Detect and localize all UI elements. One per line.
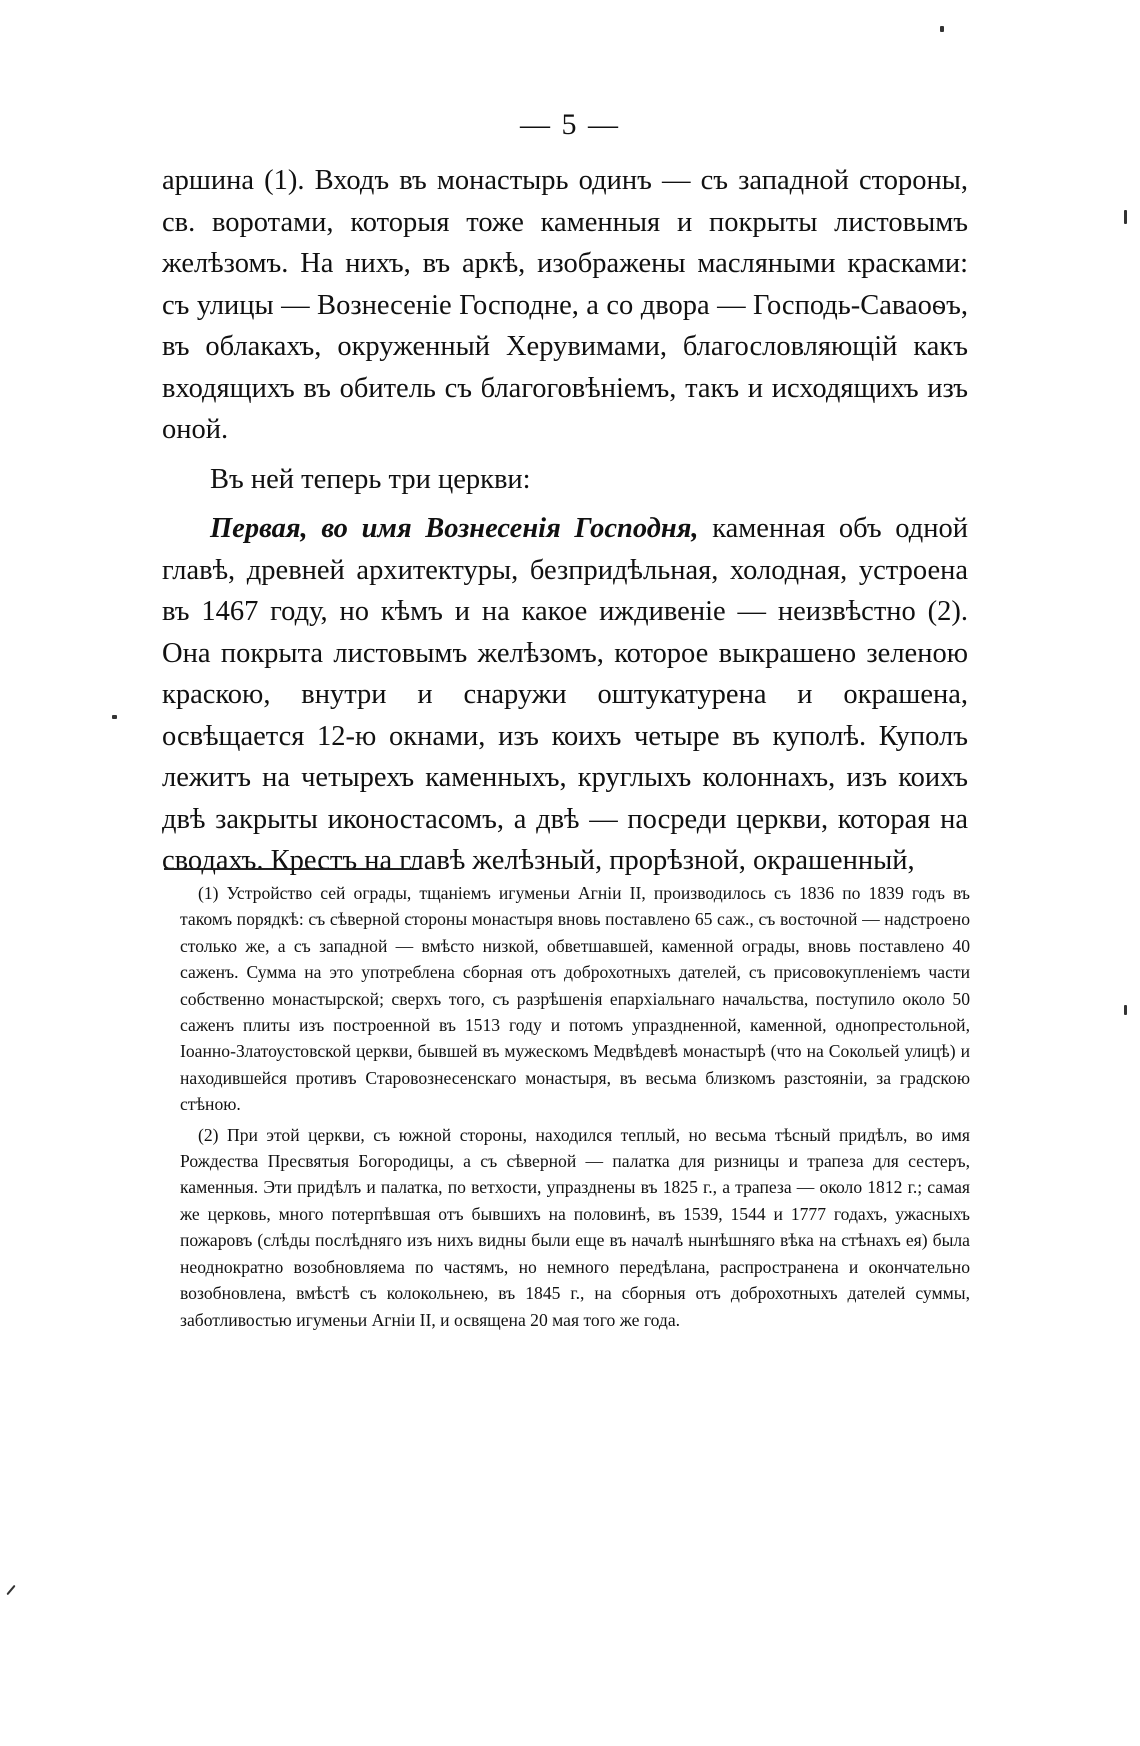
- church-description: каменная объ одной главѣ, древней архитектуры, безпридѣльная, холодная, устроена въ 1467 году, но кѣмъ и на какое иждивеніе — неизвѣстно (2). Она покрыта листовымъ желѣзомъ, которое выкрашено зеленою краскою, внутри и снаружи оштукатурена и окрашена, освѣщается 12-ю окнами, изъ коихъ четыре въ куполѣ. Куполъ лежитъ на четырехъ каменныхъ, круглыхъ колоннахъ, изъ коихъ двѣ закрыты иконостасомъ, а двѣ — посреди церкви, которая на сводахъ. Крестъ на главѣ желѣзный, прорѣзной, окрашенный,: [162, 513, 968, 876]
- scan-speck: [6, 1585, 15, 1595]
- church-heading: Первая, во имя Вознесенія Господня,: [210, 513, 699, 544]
- scan-speck: [1124, 210, 1127, 224]
- main-text: [162, 160, 968, 882]
- footnote-1: (1) Устройство сей ограды, тщаніемъ игуменьи Агніи II, производилось съ 1836 по 1839 годъ въ такомъ порядкѣ: съ сѣверной стороны монастыря вновь поставлено 65 саж., съ восточной — надстроено столько же, а съ западной — вмѣсто низкой, обветшавшей, каменной ограды, вновь поставлено 40 саженъ. Сумма на это употреблена сборная отъ доброхотныхъ дателей, съ присовокупленіемъ части собственно монастырской; сверхъ того, съ разрѣшенія епархіальнаго начальства, поступило около 50 саженъ плиты изъ построенной въ 1513 году и потомъ упраздненной, каменной, однопрестольной, Іоанно-Златоустовской церкви, бывшей въ мужескомъ Медвѣдевѣ монастырѣ (что на Сокольей улицѣ) и находившейся противъ Старовознесенскаго монастыря, въ весьма близкомъ разстояніи, за градскою стѣною.: [180, 883, 970, 1115]
- main-paragraph: аршина (1). Входъ въ монастырь одинъ — съ западной стороны, св. воротами, которыя тоже каменныя и покрыты листовымъ желѣзомъ. На нихъ, въ аркѣ, изображены масляными красками: съ улицы — Вознесеніе Господне, а со двора — Господь-Саваоѳъ, въ облакахъ, окруженный Херувимами, благословляющій какъ входящихъ въ обитель съ благоговѣніемъ, такъ и исходящихъ изъ оной.: [162, 165, 968, 445]
- main-paragraph: Въ ней теперь три церкви:: [210, 463, 531, 495]
- footnote-divider: [164, 868, 419, 870]
- scan-speck: [112, 715, 117, 719]
- scan-speck: [940, 26, 944, 32]
- main-paragraph: [162, 508, 968, 882]
- footnotes: [180, 880, 970, 1333]
- page-number: — 5 —: [520, 108, 620, 141]
- footnote-2: (2) При этой церкви, съ южной стороны, находился теплый, но весьма тѣсный придѣлъ, во имя Рождества Пресвятыя Богородицы, а съ сѣверной — палатка для ризницы и трапеза для сестеръ, каменныя. Эти придѣлъ и палатка, по ветхости, упразднены въ 1825 г., а трапеза — около 1812 г.; самая же церковь, много потерпѣвшая отъ бывшихъ на половинѣ, въ 1539, 1544 и 1777 годахъ, ужасныхъ пожаровъ (слѣды послѣдняго изъ нихъ видны были еще въ началѣ нынѣшняго вѣка на стѣнахъ ея) была неоднократно возобновляема по частямъ, но немного передѣлана, распространена и окончательно возобновлена, вмѣстѣ съ колокольнею, въ 1845 г., на сборныя отъ доброхотныхъ дателей суммы, заботливостью игуменьи Агніи II, и освящена 20 мая того же года.: [180, 1124, 970, 1330]
- scan-speck: [1124, 1005, 1127, 1015]
